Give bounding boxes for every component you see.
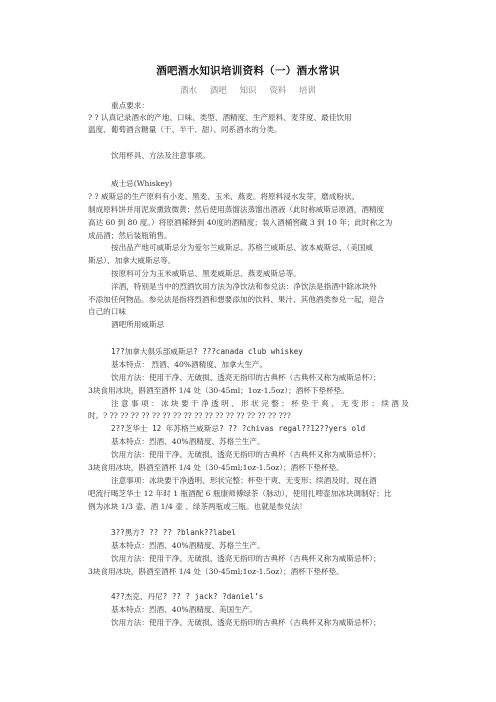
tag[interactable]: 酒水 (180, 86, 198, 96)
text-line: 基本特点：烈酒、40%酒精度、苏格兰生产。 (111, 437, 265, 446)
text-line: 按出品产地可威斯忌分为爱尔兰威斯忌、苏格兰威斯忌、波本威斯忌、（美国威 (111, 243, 373, 252)
text-line: 时。? ?? ?? ?? ?? ?? ?? ?? ?? ?? ?? ?? ?? ?? ?? ?? ?? ??? (88, 411, 291, 420)
text-line: 重点要求： (111, 101, 149, 110)
text-line: 洋酒，特别是当中的烈酒饮用方法为净饮法和参兑法：净饮法是指酒中除冰块外 (111, 282, 377, 291)
text-line: 饮用方法：使用干净、无破损、透亮无指印的古典杯（古典杯又称为威斯忌杯）； (111, 373, 381, 382)
tag[interactable]: 资料 (269, 86, 287, 96)
text-line: ? ? 威斯忌的生产原料有小麦、黑麦、玉米、燕麦。将原料浸水发芽，磨成粉状、 (88, 192, 360, 201)
text-line: 自己的口味 (88, 307, 126, 316)
text-line: 温度、葡萄酒含糖量（干、半干、甜）、同系酒水的分类。 (88, 125, 282, 134)
text-line: 饮用杯具、方法及注意事项。 (111, 151, 210, 160)
text-line: 酒吧所用威斯忌 (111, 320, 165, 329)
text-line: 高达 60 到 80 度。）将原酒稀释到 40度的酒精度；装入酒桶窖藏 3 到 10 年；此时称之为 (88, 218, 393, 227)
text-line: 3块食用冰块，斟酒至酒杯 1/4 处（30-45ml;1oz-1.5oz）；酒杯下垫杯垫。 (88, 463, 344, 472)
text-line: ? ? 认真记录酒水的产地、口味、类型、酒精度、生产原料、麦芽度、最佳饮用 (88, 113, 352, 122)
text-line: 吧流行喝芝华士 12 年时 1 瓶酒配 6 瓶康师傅绿茶（脉动），使用扎啤壶加冰块调制好；比 (88, 489, 392, 498)
text-line: 3块食用冰块，斟酒至酒杯 1/4 处（30-45ml；1oz-1.5oz）；酒杯下垫杯垫。 (88, 386, 349, 395)
text-line: 基本特点：烈酒、40%酒精度、苏格兰生产。 (111, 541, 265, 550)
item-heading: 2??芝华士 12 年苏格兰威斯忌? ?? ?chivas regal??12??yers old (111, 424, 366, 433)
text-line: 饮用方法：使用干净、无破损、透亮无指印的古典杯（古典杯又称为威斯忌杯）； (111, 554, 381, 563)
text-line: 3块食用冰块，斟酒至酒杯 1/4 处（30-45ml;1oz-1.5oz）；酒杯下垫杯垫。 (88, 567, 344, 576)
item-heading: 4??杰克、丹尼? ?? ? jack? ?daniel’s (111, 592, 264, 601)
item-heading: 3??黑方? ?? ?? ?blank??label (111, 528, 236, 537)
text-line: 饮用方法：使用干净、无破损、透亮无指印的古典杯（古典杯又称为威斯忌杯）； (111, 450, 381, 459)
document-title: 酒吧酒水知识培训资料（一）酒水常识 (156, 65, 340, 77)
tag[interactable]: 知识 (239, 86, 257, 96)
tag-list (0, 84, 496, 96)
text-line: 注意事项：冰块要干净透明、形状完整；杯垫干爽、无变形；续酒及时。现在酒 (111, 476, 377, 485)
item-heading: 1??加拿大俱乐部威斯忌? ???canada club whiskey (111, 347, 303, 356)
text-line: 基本特点： 烈酒、40%酒精度、加拿大生产。 (111, 360, 267, 369)
section-heading: 威士忌(Whiskey) (111, 179, 173, 188)
text-line: 例为冰块 1/3 壶、酒 1/4 壶 、绿茶两瓶或三瓶。也就是参兑法！ (88, 502, 307, 511)
text-line: 斯忌）、加拿大威斯忌等。 (88, 256, 176, 265)
text-line: 不添加任何物品。参兑法是指将烈酒和想要添加的饮料、果汁、其他酒类参兑一起，迎合 (88, 295, 385, 304)
text-line: 基本特点：烈酒、40%酒精度、美国生产。 (111, 605, 257, 614)
text-line: 饮用方法：使用干净、无破损、透亮无指印的古典杯（古典杯又称为威斯忌杯）； (111, 618, 381, 627)
text-line: 按原料可分为玉米威斯忌、黑麦威斯忌、燕麦威斯忌等。 (111, 269, 301, 278)
tag[interactable]: 培训 (298, 86, 316, 96)
text-line: 制成原料饼并用泥炭熏致微黄；然后使用蒸馏法蒸馏出酒液（此时称威斯忌原酒，酒精度 (88, 205, 385, 214)
text-line: 成品酒；然后装瓶销售。 (88, 231, 172, 240)
tag[interactable]: 酒吧 (209, 86, 227, 96)
text-line: 注 意 事 项 ： 冰 块 要 干 净 透 明 、 形 状 完 整 ； 杯 垫 干 爽 、 无 变 形 ； 续 酒 及 (111, 399, 409, 408)
